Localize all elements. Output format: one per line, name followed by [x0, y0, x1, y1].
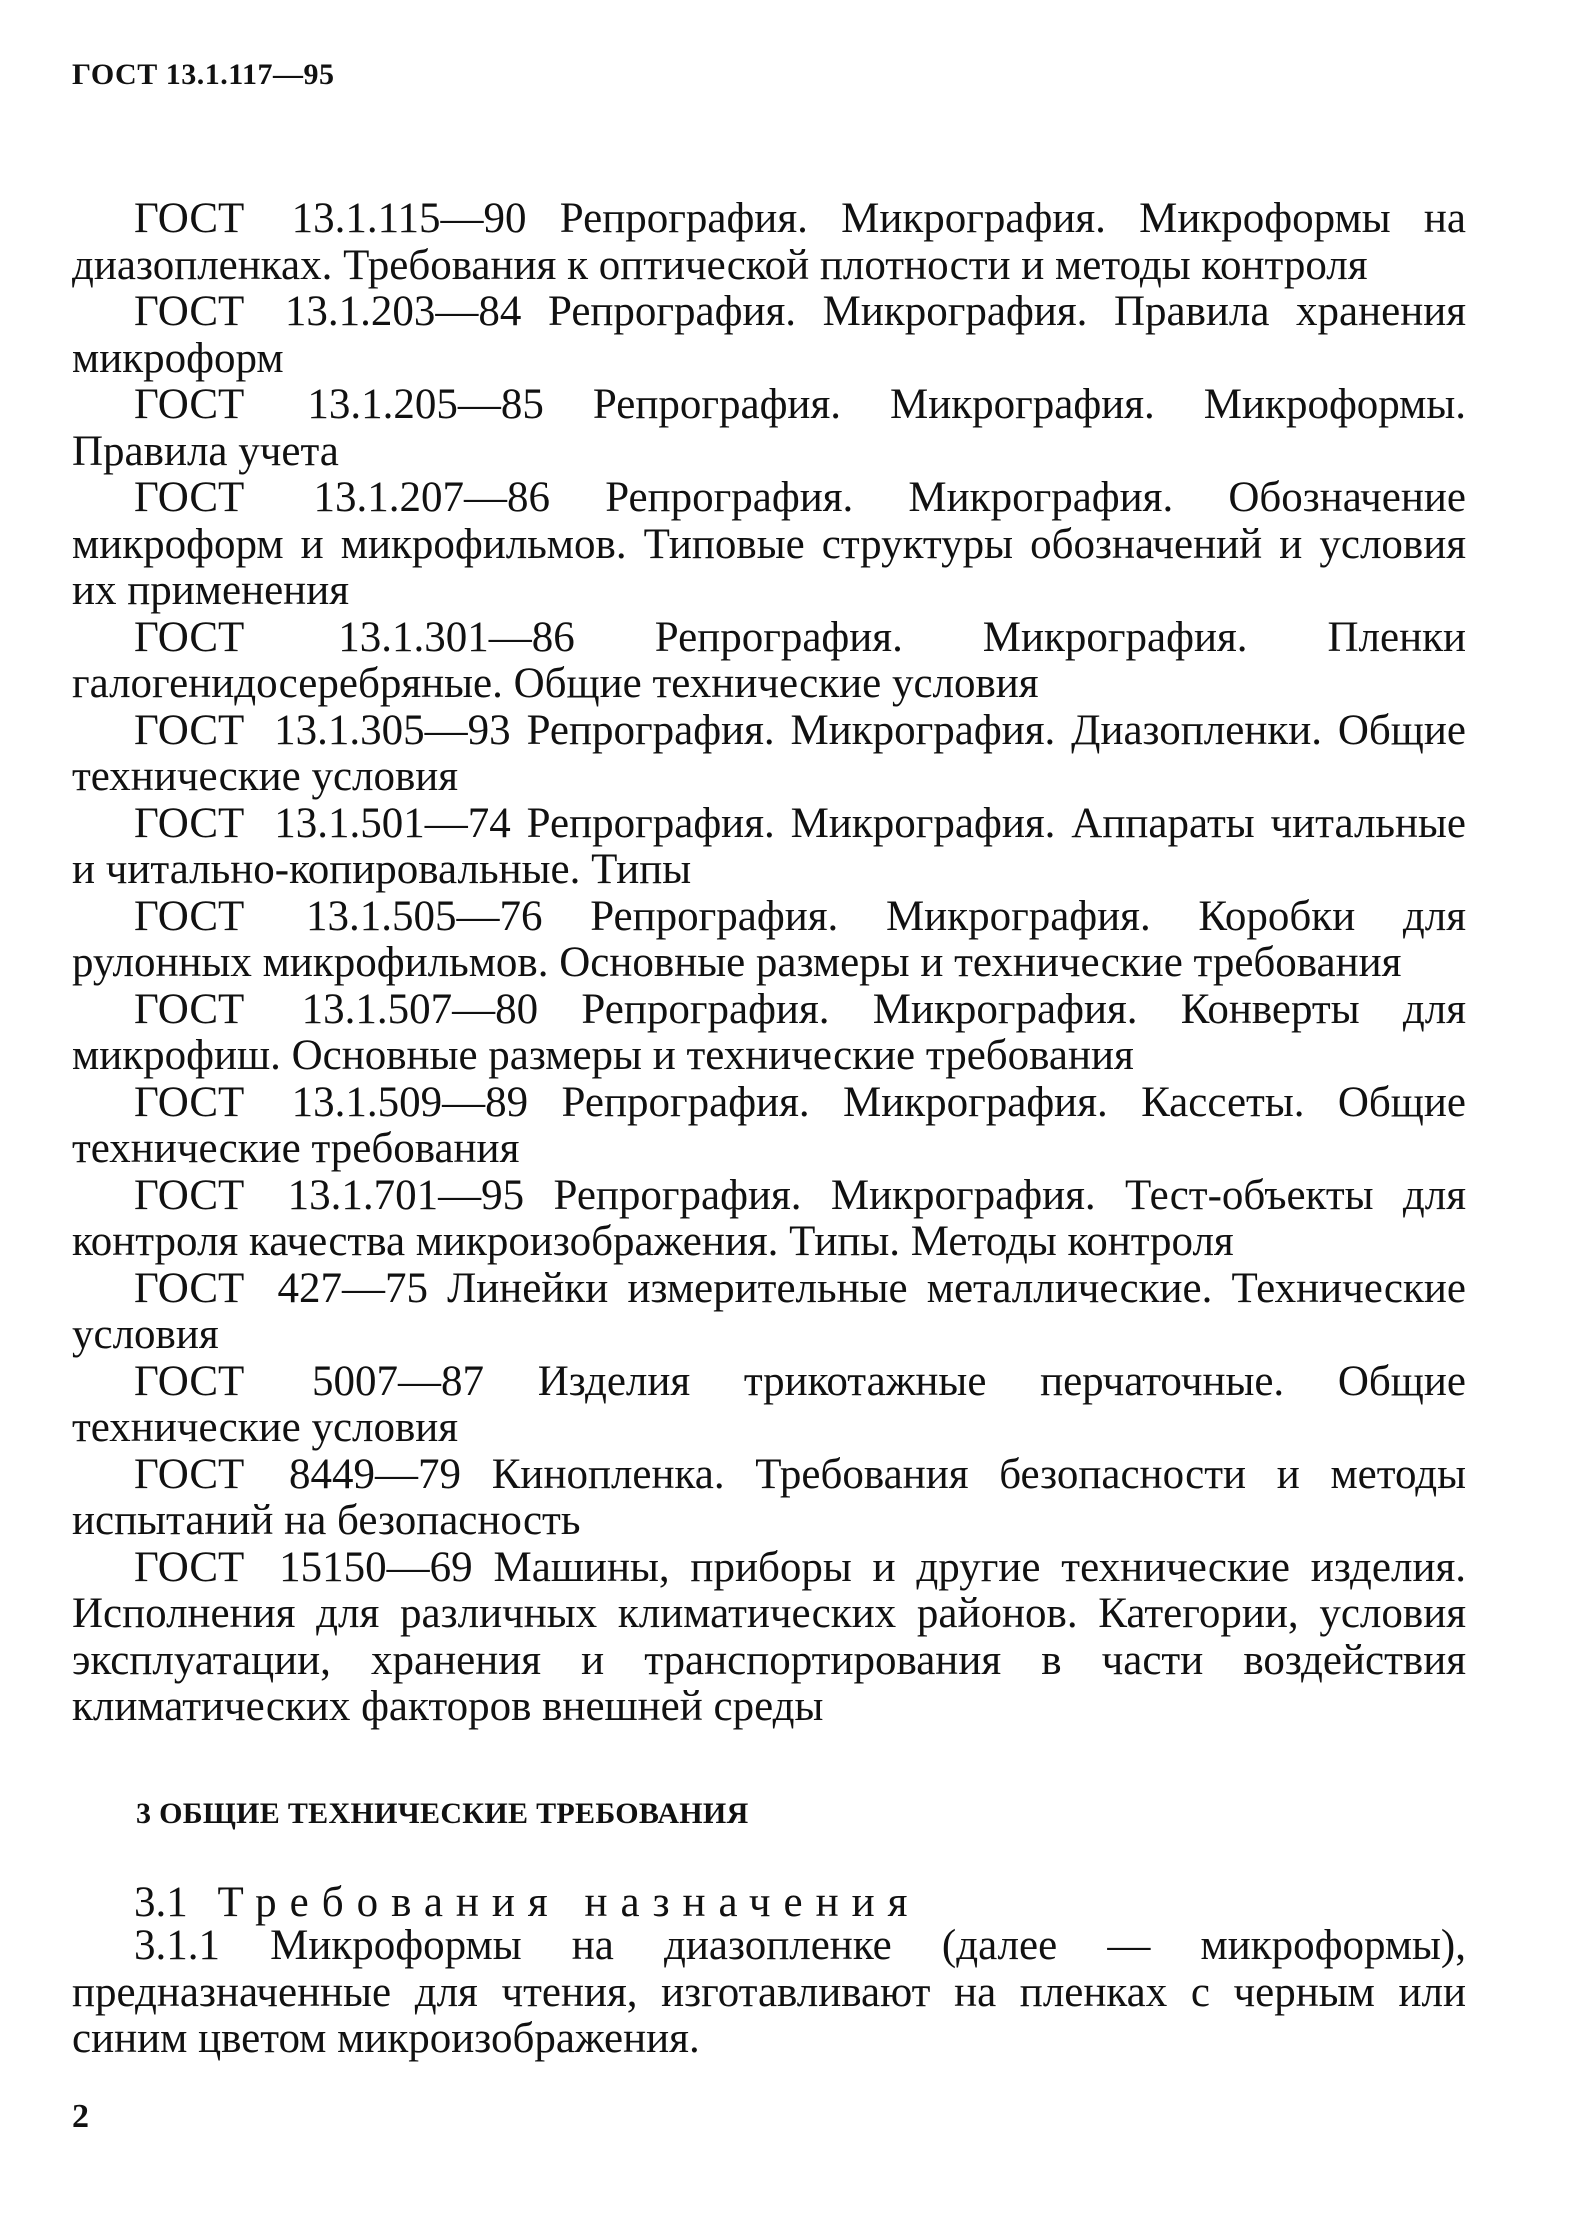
- reference-code: ГОСТ 13.1.501—74: [134, 799, 511, 847]
- reference-entry: [72, 708, 1466, 801]
- subsection-title: [134, 1878, 920, 1927]
- reference-entry: [72, 1266, 1466, 1359]
- reference-code: ГОСТ 13.1.203—84: [134, 288, 522, 335]
- reference-entry: [72, 1545, 1466, 1731]
- reference-title: Репрография. Микрография. Пленки галогенидосеребряные. Общие технические условия: [72, 613, 1467, 707]
- reference-title: Машины, приборы и другие технические изделия. Исполнения для различных климатических районов. Категории, условия эксплуатации, хранения и транспортирования в части воздействия климатических факторов внешней среды: [72, 1543, 1466, 1730]
- reference-entry: [72, 289, 1466, 382]
- reference-title: Изделия трикотажные перчаточные. Общие технические условия: [72, 1357, 1467, 1451]
- reference-entry: [72, 196, 1466, 289]
- reference-code: ГОСТ 13.1.701—95: [134, 1171, 525, 1219]
- reference-title: Репрография. Микрография. Коробки для рулонных микрофильмов. Основные размеры и технические требования: [72, 892, 1466, 986]
- normative-references-list: [72, 196, 1466, 1731]
- reference-code: ГОСТ 13.1.507—80: [134, 985, 539, 1033]
- reference-title: Репрография. Микрография. Правила хранения микроформ: [72, 288, 1466, 382]
- reference-title: Репрография. Микрография. Аппараты читальные и читально-копировальные. Типы: [72, 799, 1467, 893]
- reference-title: Репрография. Микрография. Диазопленки. Общие технические условия: [72, 706, 1467, 800]
- reference-entry: [72, 1173, 1466, 1266]
- reference-code: ГОСТ 5007—87: [134, 1357, 484, 1405]
- reference-title: Репрография. Микрография. Тест-объекты для контроля качества микроизображения. Типы. Методы контроля: [72, 1171, 1466, 1265]
- reference-code: ГОСТ 15150—69: [134, 1543, 473, 1591]
- reference-code: ГОСТ 427—75: [134, 1264, 428, 1312]
- reference-entry: [72, 1080, 1466, 1173]
- body-paragraph: 3.1.1 Микроформы на диазопленке (далее — микроформы), предназначенные для чтения, изготавливают на пленках с черным или синим цветом микроизображения.: [72, 1922, 1466, 2062]
- reference-entry: [72, 801, 1466, 894]
- reference-code: ГОСТ 8449—79: [134, 1450, 462, 1498]
- reference-title: Репрография. Микрография. Микроформы на диазопленках. Требования к оптической плотности и методы контроля: [72, 195, 1466, 289]
- reference-code: ГОСТ 13.1.509—89: [134, 1078, 529, 1126]
- subsection-name: Требования назначения: [217, 1879, 921, 1926]
- page-number: 2: [72, 2098, 89, 2135]
- section-heading: 3 ОБЩИЕ ТЕХНИЧЕСКИЕ ТРЕБОВАНИЯ: [136, 1797, 749, 1830]
- reference-code: ГОСТ 13.1.207—86: [134, 474, 550, 521]
- reference-code: ГОСТ 13.1.205—85: [134, 381, 544, 428]
- reference-code: ГОСТ 13.1.115—90: [134, 195, 527, 242]
- reference-title: Репрография. Микрография. Кассеты. Общие технические требования: [72, 1078, 1466, 1172]
- reference-code: ГОСТ 13.1.301—86: [134, 613, 575, 661]
- reference-title: Репрография. Микрография. Конверты для микрофиш. Основные размеры и технические требования: [72, 985, 1467, 1079]
- reference-entry: [72, 987, 1466, 1080]
- reference-entry: [72, 475, 1466, 615]
- reference-entry: [72, 894, 1466, 987]
- reference-entry: [72, 1452, 1466, 1545]
- subsection-number: 3.1: [134, 1879, 188, 1926]
- reference-title: Линейки измерительные металлические. Технические условия: [72, 1264, 1467, 1358]
- running-header: ГОСТ 13.1.117—95: [72, 58, 335, 91]
- reference-entry: [72, 1359, 1466, 1452]
- reference-title: Репрография. Микрография. Микроформы. Правила учета: [72, 381, 1467, 475]
- reference-code: ГОСТ 13.1.305—93: [134, 706, 511, 754]
- reference-entry: [72, 382, 1466, 475]
- reference-entry: [72, 615, 1466, 708]
- reference-title: Репрография. Микрография. Обозначение микроформ и микрофильмов. Типовые структуры обозначений и условия их применения: [72, 474, 1466, 614]
- reference-title: Кинопленка. Требования безопасности и методы испытаний на безопасность: [72, 1450, 1467, 1544]
- reference-code: ГОСТ 13.1.505—76: [134, 892, 543, 940]
